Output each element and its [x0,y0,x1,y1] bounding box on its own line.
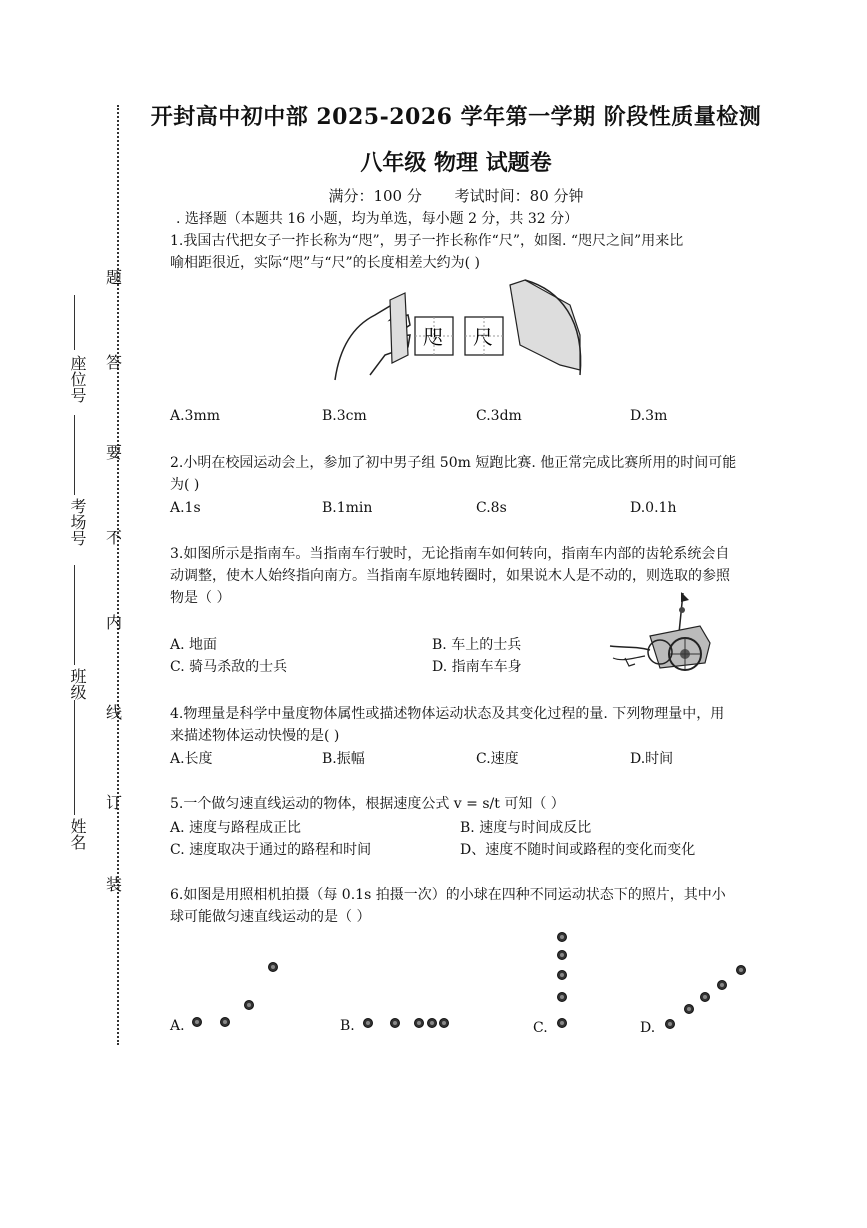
question-stem: 2.小明在校园运动会上，参加了初中男子组 50m 短跑比赛. 他正常完成比赛所用的时间可能 [170,455,737,471]
question-5 [170,793,750,815]
question-stem: 喻相距很近，实际“咫”与“尺”的长度相差大约为( ) [170,255,481,271]
ball-a3 [244,1000,254,1010]
exam-title: 开封高中初中部 2025-2026 学年第一学期 阶段性质量检测 [150,104,762,130]
name-field-label: 姓名 [68,818,87,850]
ball-d4 [717,980,727,990]
option-4c[interactable]: C.速度 [476,751,519,767]
option-6d[interactable]: D. [640,1020,656,1036]
name-field-line[interactable] [74,700,75,815]
ball-b1 [363,1018,373,1028]
option-5c[interactable]: C. 速度取决于通过的路程和时间 [170,842,372,858]
ball-b4 [427,1018,437,1028]
option-6b[interactable]: B. [340,1018,355,1034]
exam-room-field-label: 考场号 [68,498,87,546]
class-field-label: 班级 [68,668,87,700]
seal-char-3: 线 [106,703,123,722]
option-5b[interactable]: B. 速度与时间成反比 [460,820,592,836]
exam-room-field-line[interactable] [74,415,75,495]
ball-d5 [736,965,746,975]
question-stem: 为( ) [170,477,200,493]
option-5d[interactable]: D、速度不随时间或路程的变化而变化 [460,842,696,858]
option-2b[interactable]: B.1min [322,500,373,516]
seal-char-4: 内 [106,613,123,632]
seal-char-2: 订 [106,793,123,812]
seal-char-6: 要 [106,443,123,462]
option-3b[interactable]: B. 车上的士兵 [432,637,522,653]
question-stem: 4.物理量是科学中量度物体属性或描述物体运动状态及其变化过程的量. 下列物理量中，用 [170,706,725,722]
seal-char-5: 不 [106,528,123,547]
ball-c2 [557,950,567,960]
question-stem: 5.一个做匀速直线运动的物体，根据速度公式 v = s/t 可知（ ） [170,796,565,812]
question-stem: 3.如图所示是指南车。当指南车行驶时，无论指南车如何转向，指南车内部的齿轮系统会自 [170,546,730,562]
seat-field-line[interactable] [74,295,75,350]
ball-a2 [220,1017,230,1027]
ball-c4 [557,992,567,1002]
seat-field-label: 座位号 [68,355,87,403]
question-stem: 1.我国古代把女子一拃长称为“咫”，男子一拃长称作“尺”，如图. “咫尺之间”用来比 [170,233,684,249]
option-2c[interactable]: C.8s [476,500,507,516]
option-4d[interactable]: D.时间 [630,751,674,767]
ball-b5 [439,1018,449,1028]
class-field-line[interactable] [74,565,75,665]
zhi-char: 咫 [423,325,443,349]
question-stem: 物是（ ） [170,590,231,606]
ball-b3 [414,1018,424,1028]
option-4b[interactable]: B.振幅 [322,751,365,767]
ball-d2 [684,1004,694,1014]
question-stem: 动调整，使木人始终指向南方。当指南车原地转圈时，如果说木人是不动的，则选取的参照 [170,568,730,584]
option-2a[interactable]: A.1s [170,500,201,516]
option-1a[interactable]: A.3mm [170,408,221,424]
question-stem: 来描述物体运动快慢的是( ) [170,728,340,744]
ball-c3 [557,970,567,980]
zhichi-hands-figure [330,275,590,385]
chi-char: 尺 [473,325,493,349]
option-2d[interactable]: D.0.1h [630,500,677,516]
ball-a1 [192,1017,202,1027]
question-2 [170,452,750,496]
seal-char-8: 题 [106,268,123,287]
question-stem: 球可能做匀速直线运动的是（ ） [170,909,371,925]
option-1c[interactable]: C.3dm [476,408,522,424]
ball-a4 [268,962,278,972]
full-score: 满分：100 分 [328,187,422,205]
exam-time: 考试时间：80 分钟 [454,187,584,205]
question-4 [170,703,750,747]
exam-subtitle: 八年级 物理 试题卷 [360,150,552,176]
option-3a[interactable]: A. 地面 [170,637,218,653]
compass-chariot-figure [605,588,715,678]
option-3d[interactable]: D. 指南车车身 [432,659,522,675]
score-time-line [0,185,867,206]
ball-b2 [390,1018,400,1028]
option-6a[interactable]: A. [170,1018,185,1034]
question-stem: 6.如图是用照相机拍摄（每 0.1s 拍摄一次）的小球在四种不同运动状态下的照片，其中小 [170,887,726,903]
option-4a[interactable]: A.长度 [170,751,213,767]
section-heading: . 选择题（本题共 16 小题，均为单选，每小题 2 分，共 32 分） [176,211,579,227]
ball-d1 [665,1019,675,1029]
option-3c[interactable]: C. 骑马杀敌的士兵 [170,659,288,675]
ball-c1 [557,932,567,942]
binding-dotted-line [117,105,119,1045]
option-6c[interactable]: C. [533,1020,548,1036]
seal-char-1: 装 [106,875,123,894]
question-6 [170,884,750,928]
ball-d3 [700,992,710,1002]
option-5a[interactable]: A. 速度与路程成正比 [170,820,302,836]
option-1b[interactable]: B.3cm [322,408,367,424]
question-1 [170,230,750,274]
seal-char-7: 答 [106,353,123,372]
ball-c5 [557,1018,567,1028]
option-1d[interactable]: D.3m [630,408,668,424]
